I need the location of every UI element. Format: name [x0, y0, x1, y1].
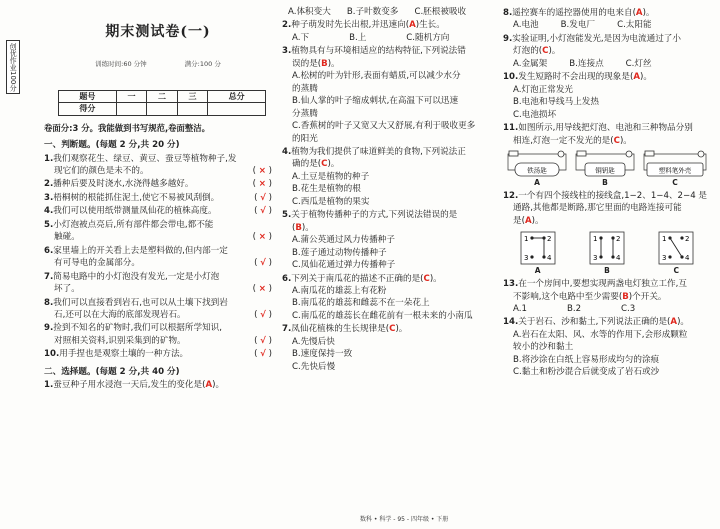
choice-question-7: 7.凤仙花植株的生长规律是(C)。 A.先慢后快 B.速度保持一致 C.先快后慢	[282, 324, 408, 372]
terminal-box-figures	[503, 230, 711, 277]
column-2	[282, 6, 494, 373]
svg-text:4: 4	[546, 254, 552, 263]
answer-mark: ×	[258, 284, 266, 295]
judge-question: 1.我们观察花生、绿豆、黄豆、蚕豆等植物种子,发 现它们的颜色是未不的。 ( × )	[44, 153, 272, 176]
answer-mark: C	[613, 135, 620, 146]
svg-text:3: 3	[592, 254, 598, 263]
score-input[interactable]	[116, 103, 147, 116]
answer-paren: ( √ )	[254, 206, 272, 217]
choice-question-6: 6.下列关于南瓜花的描述不正确的是(C)。 A.南瓜花的雄蕊上有花粉 B.南瓜花的雄蕊和雌蕊不在一朵花上 C.南瓜花的雄蕊长在雌花前有一根未来的小南瓜	[282, 273, 473, 321]
answer-paren: ( × )	[252, 166, 272, 176]
answer-mark: A	[524, 215, 532, 226]
choice-question-5: 5.关于植物传播种子的方式,下列说法错误的是 (B)。 A.蒲公英通过风力传播种子 B.莲子通过动物传播种子 C.凤仙花通过弹力传播种子	[282, 210, 458, 271]
judge-question: 8.我们可以直接看到岩石,也可以从土壤下找到岩 石,还可以在大海的底部发现岩石。 ( √ )	[44, 297, 272, 320]
answer-paren: ( √ )	[254, 192, 272, 203]
sidebar-tab	[6, 40, 20, 94]
sidebar-text: 创优作业100分	[9, 43, 18, 92]
circuit-figures	[503, 150, 711, 189]
choice-question-14: 14.关于岩石、沙和黏土,下列说法正确的是(A)。 A.岩石在太阳、风、水等的作用下,会形成颗粒 较小的沙和黏土 B.将沙涂在白纸上容易形成均匀的涂痕 C.黏土和粉沙混合后就变成了岩石或沙	[503, 317, 690, 378]
answer-mark: A	[205, 380, 213, 391]
answer-mark: C	[321, 159, 328, 170]
answer-paren: ( √ )	[254, 258, 272, 269]
column-1	[44, 0, 272, 392]
page-title: 期末测试卷(一)	[105, 24, 211, 40]
exam-meta	[44, 60, 272, 69]
choice-question-10: 10.发生短路时不会出现的现象是(A)。 A.灯泡正常发光 B.电池和导线马上发热 C.电池损坏	[503, 72, 652, 120]
answer-mark: C	[423, 273, 430, 284]
svg-text:1: 1	[662, 235, 667, 244]
svg-text:3: 3	[662, 254, 667, 263]
score-cell: 总分	[208, 90, 266, 103]
answer-mark: √	[260, 192, 266, 203]
full-score: 满分:100 分	[184, 60, 221, 69]
answer-mark: √	[260, 309, 266, 320]
score-input[interactable]	[147, 103, 178, 116]
svg-text:4: 4	[615, 254, 621, 263]
svg-text:4: 4	[685, 254, 690, 263]
section-heading-judge: 一、判断题。(每题 2 分,共 20 分)	[44, 140, 180, 151]
svg-text:1: 1	[523, 235, 529, 244]
answer-paren: ( × )	[252, 284, 272, 295]
judge-question: 6.家里墙上的开关看上去是塑料做的,但内部一定 有可导电的金属部分。 ( √ )	[44, 245, 272, 269]
svg-text:2: 2	[685, 235, 690, 244]
svg-text:1: 1	[592, 235, 598, 244]
answer-mark: ×	[258, 179, 266, 190]
terminal-box-a: 1 2 3 4 A	[518, 230, 558, 277]
choice-question-8: 8.遥控赛车的遥控器使用的电来自(A)。 A.电池 B.发电厂 C.太阳能	[503, 8, 655, 31]
time-limit: 训练时间:60 分钟	[95, 60, 147, 69]
judge-question: 10.用手捏也是观察土壤的一种方法。 ( √ )	[44, 349, 272, 360]
answer-mark: √	[260, 206, 266, 217]
object-label: 铜钥匙	[595, 166, 615, 175]
answer-paren: ( × )	[252, 232, 272, 243]
answer-mark: A	[635, 8, 643, 18]
score-input[interactable]	[208, 103, 266, 116]
answer-paren: ( √ )	[254, 309, 272, 320]
terminal-box-c: 1 2 3 4 C	[656, 230, 696, 277]
judge-question: 7.简易电路中的小灯泡没有发光,一定是小灯泡 坏了。 ( × )	[44, 271, 272, 295]
answer-mark: A	[633, 72, 640, 83]
choice-question-11: 11.如图所示,用导线把灯泡、电池和三种物品分别 相连,灯泡一定不发光的是(C)。 铁汤匙 A 铜钥匙 B 塑料笔外壳 C	[503, 122, 711, 189]
judge-question: 2.播种后要及时浇水,水浇得越多越好。 ( × )	[44, 179, 272, 190]
q1-options: A.体积变大 B.子叶数变多 C.胚根被吸收	[288, 7, 467, 17]
score-cell: 题号	[59, 90, 117, 103]
choice-question-13: 13.在一个房间中,要想实现两盏电灯独立工作,互 不影响,这个电路中至少需要(B)个开关。 A.1 B.2 C.3	[503, 279, 687, 314]
judge-list	[44, 153, 272, 361]
circuit-figure-c: 塑料笔外壳 C	[643, 150, 707, 189]
choice-question-9: 9.实验证明,小灯泡能发光,是因为电流通过了小 灯泡的(C)。 A.金属架 B.连接点 C.灯丝	[503, 33, 681, 69]
section-heading-choice: 二、选择题。(每题 2 分,共 40 分)	[44, 366, 180, 377]
answer-mark: B	[622, 291, 629, 302]
score-cell: 得分	[59, 103, 117, 116]
svg-text:3: 3	[523, 254, 529, 263]
score-table	[58, 90, 266, 116]
answer-mark: ×	[258, 166, 266, 176]
q2-options: A.下 B.上 C.随机方向	[292, 32, 450, 43]
answer-mark: √	[260, 349, 266, 360]
answer-mark: √	[260, 258, 266, 269]
judge-question: 9.捡到不知名的矿物时,我们可以根据所学知识, 对照相关资料,识别采集到的矿物。 ( √ )	[44, 323, 272, 346]
notice-text: 卷面分:3 分。我能做到书写规范,卷面整洁。	[44, 122, 211, 133]
svg-text:2: 2	[546, 235, 552, 244]
choice-question-3: 3.植物具有与环境相适应的结构特征,下列说法错 误的是(B)。 A.松树的叶为针形,表面有蜡质,可以减少水分 的蒸腾 B.仙人掌的叶子缩成刺状,在高温下可以迅速 分蒸腾 C.香蕉树的叶子又宽又大又舒展,有利于吸收更多 的阳光	[282, 46, 476, 144]
answer-paren: ( × )	[252, 179, 272, 190]
answer-mark: B	[295, 222, 302, 233]
judge-question: 3.梧桐树的根能抓住泥土,使它不易被风刮倒。 ( √ )	[44, 192, 272, 203]
svg-text:2: 2	[615, 235, 621, 244]
score-cell: 三	[177, 90, 208, 103]
score-cell: 一	[116, 90, 147, 103]
choice-question-2: 2.种子萌发时先长出根,并迅速向(A)生长。	[282, 20, 445, 31]
page-footer: 数科 • 科学 - 95 - 四年级 • 下册	[360, 516, 449, 524]
circuit-figure-b: 铜钥匙 B	[575, 150, 635, 189]
object-label: 塑料笔外壳	[658, 166, 692, 175]
answer-mark: A	[670, 317, 678, 328]
answer-mark: B	[321, 58, 328, 69]
choice-question-1: 1.蚕豆种子用水浸泡一天后,发生的变化是(A)。	[44, 380, 225, 391]
answer-paren: ( √ )	[254, 335, 272, 346]
choice-question-4: 4.植物为我们提供了味道鲜美的食物,下列说法正 确的是(C)。 A.土豆是植物的种子 B.花生是植物的根 C.西瓜是植物的果实	[282, 146, 466, 207]
answer-mark: C	[389, 324, 396, 335]
answer-mark: C	[542, 46, 549, 57]
circuit-figure-a: 铁汤匙 A	[507, 150, 567, 189]
answer-mark: A	[409, 20, 416, 31]
answer-mark: √	[260, 335, 266, 346]
terminal-box-b: 1 2 3 4 B	[587, 230, 627, 277]
judge-question: 4.我们可以使用纸带测量凤仙花的植株高度。 ( √ )	[44, 206, 272, 217]
score-input[interactable]	[177, 103, 208, 116]
judge-question: 5.小灯泡被点亮后,所有部件都会带电,都不能 触碰。 ( × )	[44, 219, 272, 243]
choice-question-12: 12.一个有四个接线柱的接线盒,1−2、1−4、2−4 是 通路,其他都是断路,那它里面的电路连接可能 是(A)。 1 2 3 4 A 1 2 3 4 B 1 2 3 4 C	[503, 190, 711, 277]
answer-paren: ( √ )	[254, 349, 272, 360]
answer-mark: ×	[258, 232, 266, 243]
score-cell: 二	[147, 90, 178, 103]
object-label: 铁汤匙	[527, 166, 547, 175]
column-3	[503, 6, 711, 379]
